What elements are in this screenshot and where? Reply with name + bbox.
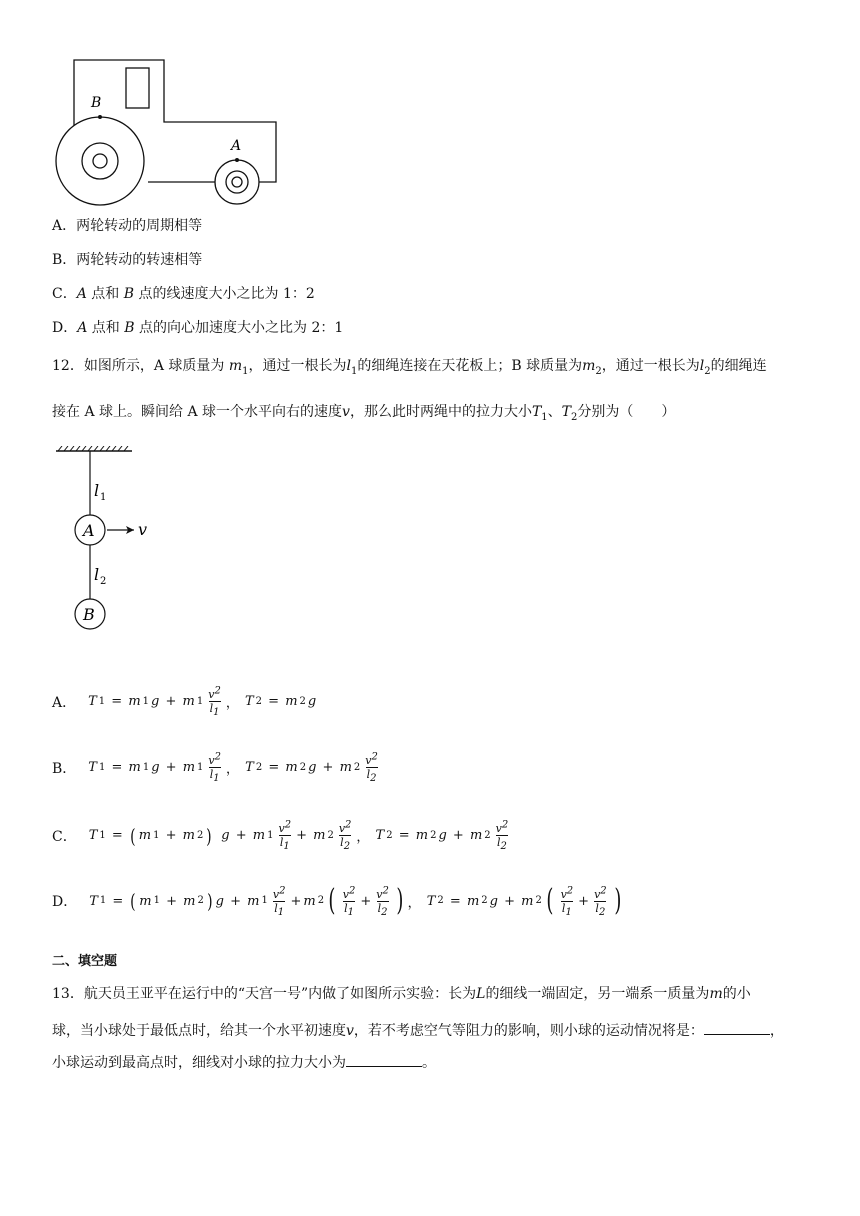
label-b: B	[83, 605, 95, 624]
tractor-figure	[52, 56, 284, 208]
q13-line2: 球，当小球处于最低点时，给其一个水平初速度v，若不考虑空气等阻力的影响，则小球的运动情况将是： ，	[52, 1020, 784, 1041]
q11-option-b: B．两轮转动的转速相等	[52, 252, 203, 268]
label-a: A	[83, 521, 95, 540]
big-wheel	[56, 117, 144, 205]
answer-blank-1[interactable]	[704, 1020, 770, 1035]
balls-figure	[54, 446, 164, 636]
q13-line1: 13．航天员王亚平在运行中的“天宫一号”内做了如图所示实验：长为L的细线一端固定，另一端系一质量为m的小	[52, 986, 751, 1002]
label-a: A	[231, 138, 242, 154]
q13-line3: 小球运动到最高点时，细线对小球的拉力大小为 。	[52, 1052, 436, 1073]
small-wheel	[215, 160, 259, 204]
q12-option-b: B． T 1 = m 1 g + m 1 $\frac{v^2}{l_1}$ ， T 2 = m 2 g + m 2 $\frac{v^2}{l_2}$	[52, 751, 378, 785]
q12-stem-line2: 接在 A 球上。瞬间给 A 球一个水平向右的速度v，那么此时两绳中的拉力大小$T_1$、$T_2$分别为（ ）	[52, 404, 676, 423]
label-v: v	[138, 520, 148, 539]
point-b-dot	[98, 115, 102, 119]
svg-text:2: 2	[100, 576, 107, 587]
label-l1: l	[94, 481, 100, 500]
answer-blank-2[interactable]	[346, 1052, 422, 1067]
label-l2: l	[94, 565, 100, 584]
q12-option-c: C． T 1 = ( m 1 + m 2 ) g + m 1 $\frac{v^2}{l_1}$ + m 2 $\frac{v^2}{l_2}$ ， T 2 = m 2 g + m 2 $\frac{v^2}{l_2}$	[52, 819, 509, 853]
q11-option-a: A．两轮转动的周期相等	[52, 218, 203, 234]
section-title: 二、填空题	[52, 954, 118, 969]
svg-text:1: 1	[100, 492, 107, 503]
q12-option-d: D． T 1 = ( m 1 + m 2 ) g + m 1 $\frac{v^2}{l_1}$ + m 2 ( $\frac{v^2}{l_1}$ + $\frac{v^2}{l_2}$ ) ， T 2 = m 2 g + m 2 ( $\frac{v^2}{l_1}$ + $\frac{v^2}{l_2}$ )	[52, 883, 622, 918]
q12-stem-line1: 12．如图所示，A 球质量为 $m_1$，通过一根长为$l_1$的细绳连接在天花板上；B 球质量为$m_2$，通过一根长为$l_2$的细绳连	[52, 358, 767, 377]
point-a-dot	[235, 158, 239, 162]
tractor-window	[126, 68, 149, 108]
label-b: B	[91, 95, 102, 111]
q12-option-a: A． T 1 = m 1 g + m 1 $\frac{v^2}{l_1}$ ， T 2 = m 2 g	[52, 685, 317, 719]
q11-option-c: C．A 点和 B 点的线速度大小之比为 1：2	[52, 286, 315, 302]
q11-option-d: D．A 点和 B 点的向心加速度大小之比为 2：1	[52, 320, 344, 336]
